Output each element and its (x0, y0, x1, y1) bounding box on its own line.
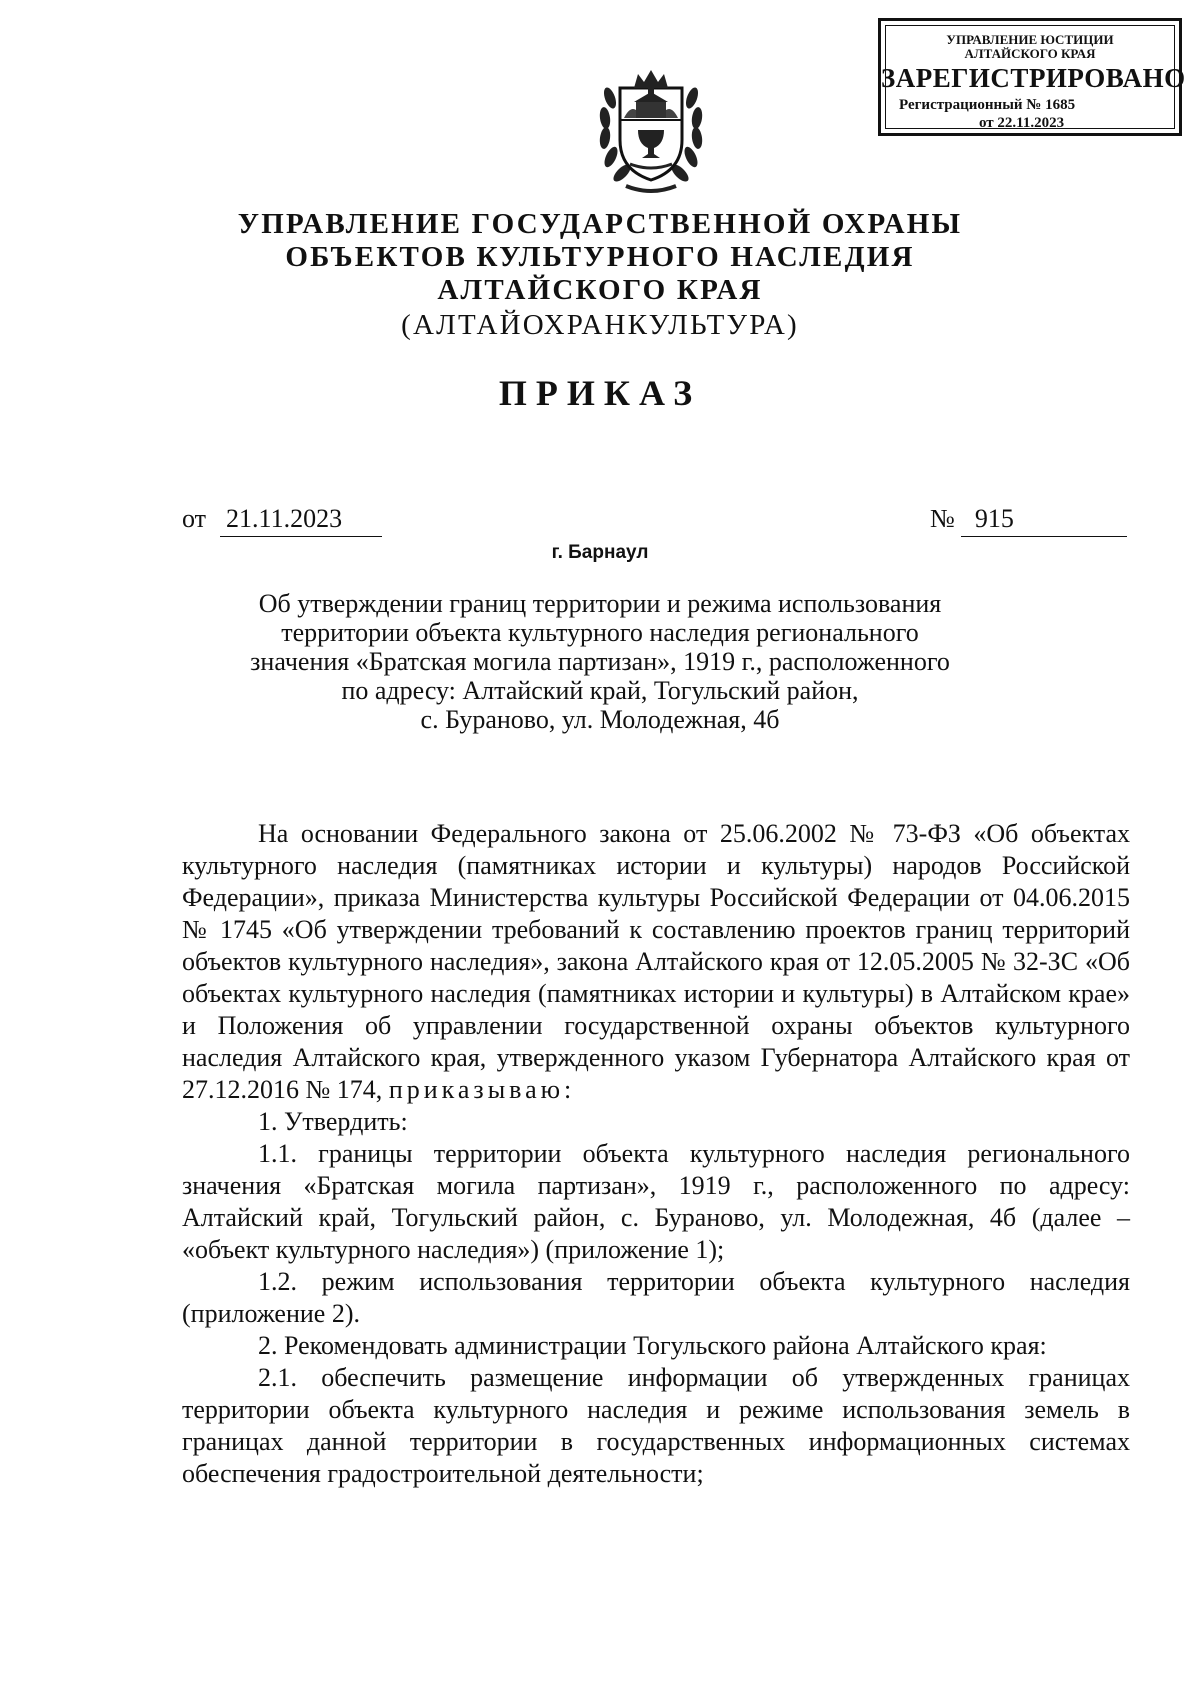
order-date: 21.11.2023 (220, 504, 382, 537)
order-subject (0, 589, 1200, 734)
header-line3: АЛТАЙСКОГО КРАЯ (437, 274, 763, 306)
body-item-1-2: 1.2. режим использования территории объекта культурного наследия (приложение 2). (182, 1267, 1130, 1328)
header-line1: УПРАВЛЕНИЕ ГОСУДАРСТВЕННОЙ ОХРАНЫ (237, 208, 963, 240)
body-item-2: 2. Рекомендовать администрации Тогульского района Алтайского края: (258, 1331, 1047, 1360)
stamp-reg-date: от 22.11.2023 (979, 115, 1065, 131)
date-prefix: от (182, 504, 207, 533)
document-type-title: ПРИКАЗ (498, 373, 702, 413)
stamp-status: ЗАРЕГИСТРИРОВАНО (881, 63, 1186, 93)
body-item-1-1: 1.1. границы территории объекта культурного наследия регионального значения «Братская могила партизан», 1919 г., расположенного по адресу: Алтайский край, Тогульский район, с. Бураново, ул. Молодежная, 4б (далее – «объект культурного наследия») (приложение 1); (182, 1139, 1130, 1264)
body-paragraph-intro (182, 818, 1130, 1106)
subject-line: по адресу: Алтайский край, Тогульский район, (341, 676, 859, 705)
registration-stamp (878, 18, 1186, 136)
subject-line: Об утверждении границ территории и режима использования (258, 589, 942, 618)
order-number: 915 (961, 504, 1127, 537)
stamp-org-line2: АЛТАЙСКОГО КРАЯ (964, 46, 1096, 61)
subject-line: с. Бураново, ул. Молодежная, 4б (420, 705, 780, 734)
issue-city: г. Барнаул (551, 542, 649, 563)
intro-text: На основании Федерального закона от 25.06.2002 № 73-ФЗ «Об объектах культурного наследия (памятниках истории и культуры) народов Российской Федерации», приказа Министерства культуры Российской Федерации от 04.06.2015 № 1745 «Об утверждении требований к составлению проектов границ территорий объектов культурного наследия», закона Алтайского края от 12.05.2005 № 32-ЗС «Об объектах культурного наследия (памятниках истории и культуры) в Алтайском крае» и Положения об управлении государственной охраны объектов культурного наследия Алтайского края, утвержденного указом Губернатора Алтайского края от 27.12.2016 № 174, (182, 819, 1130, 1104)
command-word: приказываю: (388, 1075, 576, 1104)
order-date-field (182, 504, 382, 537)
stamp-org-line1: УПРАВЛЕНИЕ ЮСТИЦИИ (946, 32, 1114, 47)
order-body (182, 818, 1130, 1490)
subject-line: значения «Братская могила партизан», 1919 г., расположенного (250, 647, 950, 676)
stamp-reg-number: Регистрационный № 1685 (899, 97, 1076, 113)
number-prefix: № (930, 504, 955, 533)
subject-line: территории объекта культурного наследия регионального (281, 618, 919, 647)
header-line4: (АЛТАЙОХРАНКУЛЬТУРА) (401, 309, 799, 341)
coat-of-arms-emblem (596, 58, 706, 198)
order-number-field (930, 504, 1127, 537)
body-item-2-1: 2.1. обеспечить размещение информации об утвержденных границах территории объекта культурного наследия и режиме использования земель в границах данной территории в государственных информационных системах обеспечения градостроительной деятельности; (182, 1363, 1130, 1488)
header-line2: ОБЪЕКТОВ КУЛЬТУРНОГО НАСЛЕДИЯ (285, 241, 915, 273)
body-item-1: 1. Утвердить: (258, 1107, 408, 1136)
